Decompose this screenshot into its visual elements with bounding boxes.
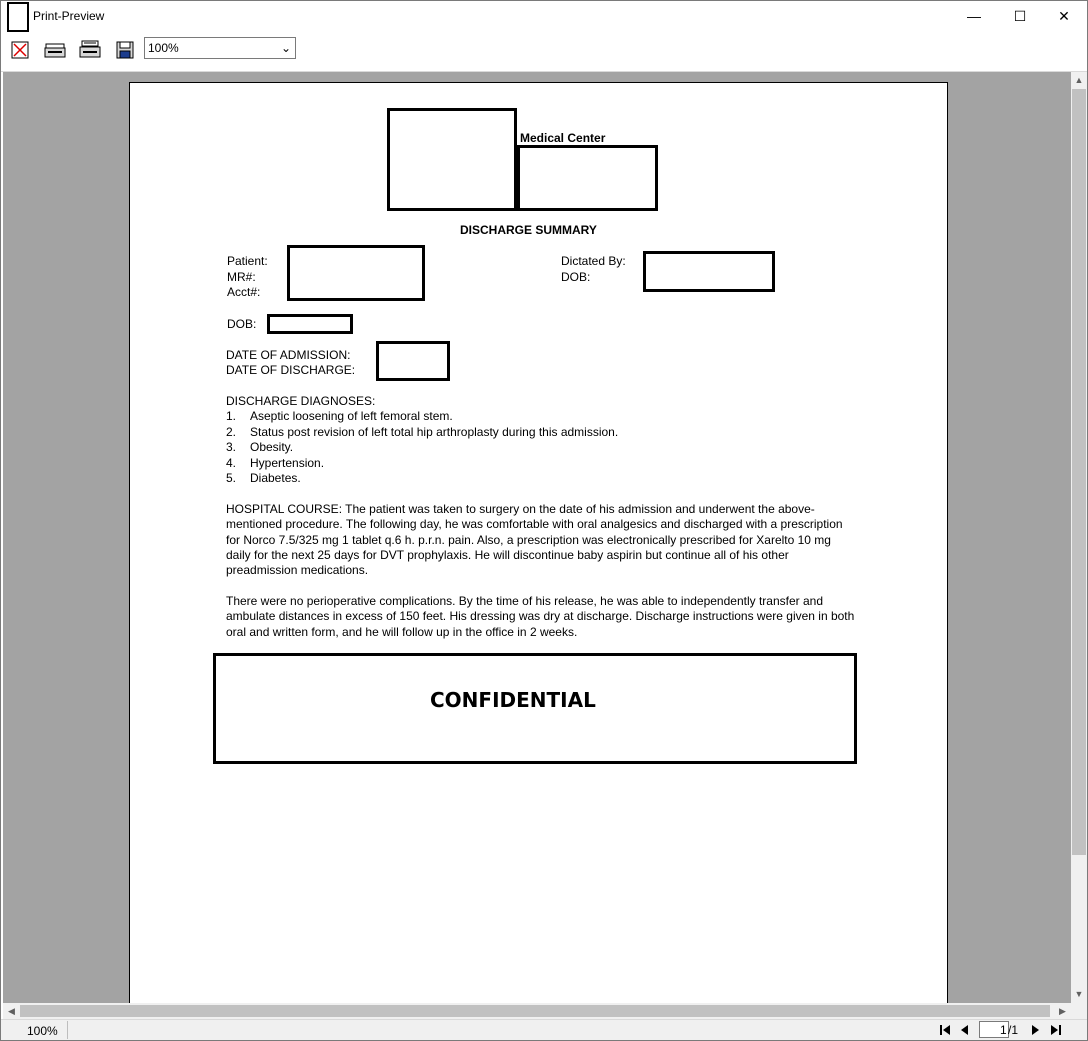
scroll-down-icon[interactable]: ▼ [1074, 989, 1084, 999]
redacted-dob-box [267, 314, 353, 334]
diagnosis-text: Diabetes. [250, 471, 301, 485]
redacted-patient-box [287, 245, 425, 301]
first-page-icon [939, 1024, 951, 1036]
zoom-dropdown[interactable] [144, 37, 296, 59]
status-bar [1, 1019, 1087, 1041]
zoom-value: 100% [148, 41, 179, 55]
diagnosis-number: 5. [226, 471, 237, 485]
redacted-logo-box [387, 108, 517, 211]
vertical-scrollbar[interactable] [1071, 72, 1087, 1003]
toolbar [1, 33, 1087, 72]
previous-page-icon [959, 1024, 971, 1036]
diagnoses-heading: DISCHARGE DIAGNOSES: [226, 394, 376, 408]
dictated-by-label: Dictated By: [561, 254, 626, 268]
scroll-left-icon[interactable]: ◀ [8, 1006, 15, 1016]
confidential-label: CONFIDENTIAL [430, 688, 596, 712]
save-button[interactable] [114, 39, 136, 61]
complications-paragraph: There were no perioperative complications. By the time of his release, he was able to independently transfer and ambulate distances in excess of 150 feet. His dressing was dry at discharge. Discharge instructions were given in both oral and written form, and he will follow up in the office in 2 weeks. [226, 594, 855, 639]
diagnosis-text: Hypertension. [250, 456, 325, 470]
horizontal-scroll-thumb[interactable] [20, 1005, 1050, 1017]
confidential-box [213, 653, 857, 764]
scroll-right-icon[interactable]: ▶ [1059, 1006, 1066, 1016]
redacted-dictated-box [643, 251, 775, 292]
redacted-address-box [517, 145, 658, 211]
hospital-course-paragraph: HOSPITAL COURSE: The patient was taken to surgery on the date of his admission and underwent the above-mentioned procedure. The following day, he was comfortable with oral analgesics and discharged with a prescription for Norco 7.5/325 mg 1 tablet q.6 h. p.r.n. pain. Also, a prescription was electronically prescribed for Xarelto 10 mg daily for the next 25 days for DVT prophylaxis. He will discontinue baby aspirin but continue all of his other preadmission medications. [226, 502, 843, 578]
diagnosis-number: 4. [226, 456, 237, 470]
page-number-value: 1 [1000, 1023, 1007, 1037]
diagnosis-number: 1. [226, 409, 237, 423]
last-page-button[interactable] [1048, 1022, 1064, 1038]
previous-page-button[interactable] [957, 1022, 973, 1038]
diagnosis-number: 3. [226, 440, 237, 454]
print-setup-button[interactable] [79, 39, 101, 61]
document-page [129, 82, 948, 1003]
printer-icon [44, 41, 66, 59]
chevron-down-icon: ⌄ [280, 41, 291, 55]
dob-right-label: DOB: [561, 270, 591, 284]
diagnosis-text: Status post revision of left total hip arthroplasty during this admission. [250, 425, 619, 439]
scroll-up-icon[interactable]: ▲ [1074, 75, 1084, 85]
first-page-button[interactable] [937, 1022, 953, 1038]
diagnosis-text: Obesity. [250, 440, 294, 454]
preview-viewport [3, 72, 1071, 1003]
status-zoom-panel [5, 1021, 68, 1039]
horizontal-scrollbar[interactable] [3, 1003, 1071, 1019]
maximize-button[interactable]: ☐ [1013, 7, 1027, 24]
acct-label: Acct#: [227, 285, 261, 299]
document-title: DISCHARGE SUMMARY [460, 223, 597, 237]
close-preview-button[interactable] [9, 39, 31, 61]
status-zoom-value: 100% [27, 1024, 58, 1038]
app-icon [7, 2, 29, 32]
floppy-disk-icon [115, 40, 135, 60]
print-setup-icon [79, 40, 101, 60]
window-title: Print-Preview [33, 9, 105, 23]
patient-label: Patient: [227, 254, 268, 268]
diagnosis-number: 2. [226, 425, 237, 439]
close-button[interactable]: ✕ [1058, 7, 1070, 24]
page-number-input[interactable] [979, 1021, 1009, 1038]
redacted-dates-box [376, 341, 450, 381]
admission-label: DATE OF ADMISSION: [226, 348, 351, 362]
close-preview-icon [11, 41, 29, 59]
minimize-button[interactable]: — [967, 8, 981, 24]
document-header: Medical Center [520, 131, 606, 145]
dob-label: DOB: [227, 317, 257, 331]
vertical-scroll-thumb[interactable] [1072, 89, 1086, 855]
last-page-icon [1050, 1024, 1062, 1036]
next-page-button[interactable] [1027, 1022, 1043, 1038]
title-bar [1, 1, 1087, 33]
scroll-corner [1071, 1003, 1087, 1019]
mr-label: MR#: [227, 270, 256, 284]
diagnosis-text: Aseptic loosening of left femoral stem. [250, 409, 453, 423]
discharge-label: DATE OF DISCHARGE: [226, 363, 356, 377]
page-count: /1 [1008, 1023, 1019, 1037]
print-button[interactable] [44, 39, 66, 61]
next-page-icon [1029, 1024, 1041, 1036]
